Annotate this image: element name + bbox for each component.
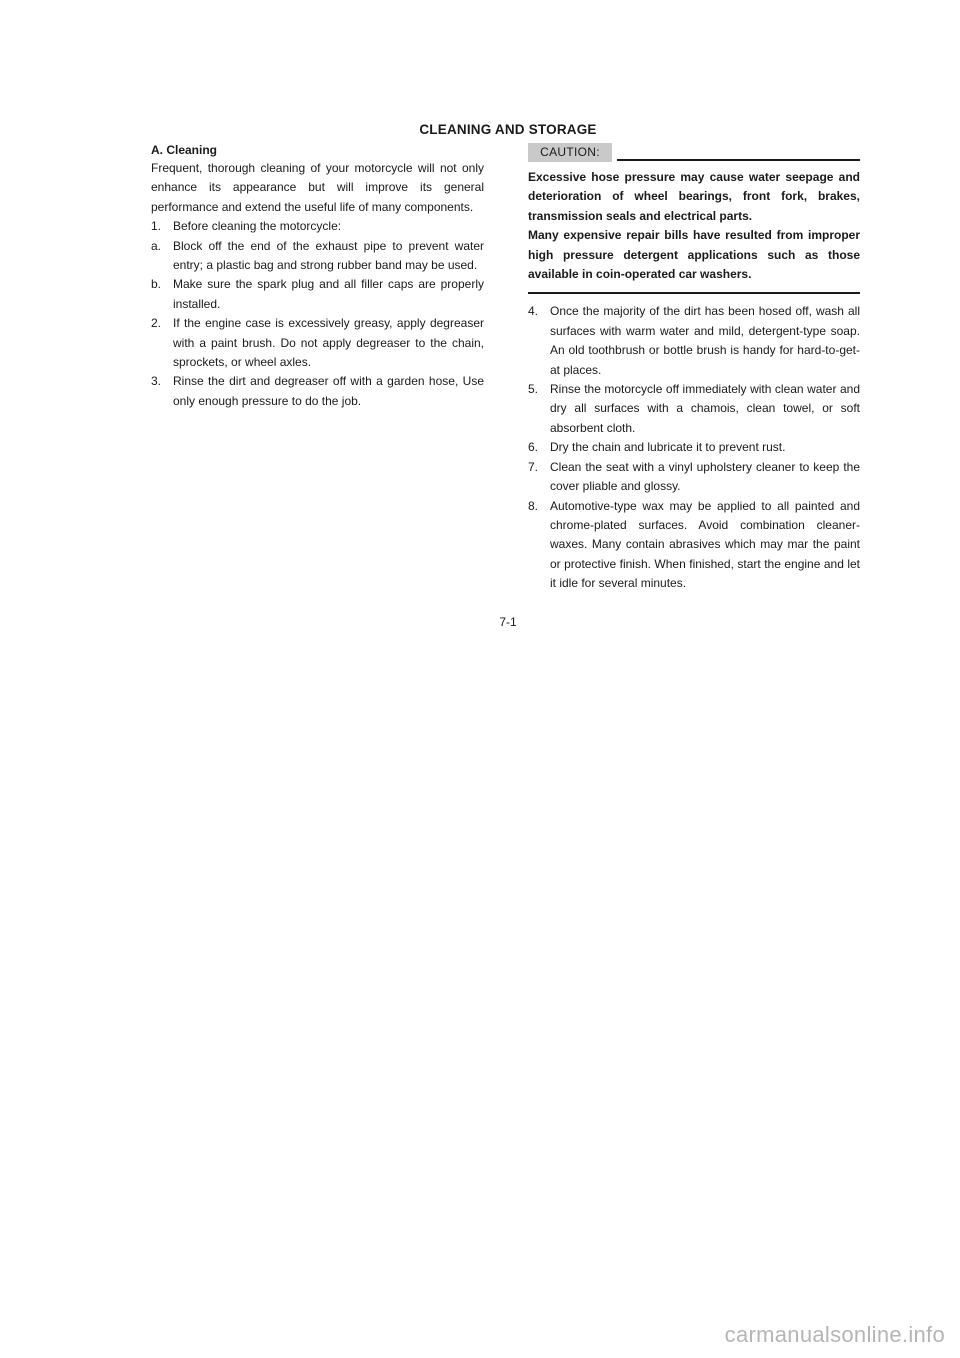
list-item-text: Before cleaning the motorcycle: <box>173 219 342 234</box>
right-column <box>528 141 860 594</box>
caution-divider-top <box>617 159 860 161</box>
list-item <box>528 497 860 594</box>
section-heading: A. Cleaning <box>151 143 218 157</box>
list-item <box>528 458 860 497</box>
list-item-text: If the engine case is excessively greasy, apply degreaser with a paint brush. Do not apply degreaser to the chain, sprockets, or wheel axles. <box>173 316 484 370</box>
caution-text-2: Many expensive repair bills have resulted from improper high pressure detergent applications such as those available in coin-operated car washers. <box>528 228 860 282</box>
list-marker: b. <box>151 277 162 292</box>
list-item-text: Rinse the dirt and degreaser off with a garden hose, Use only enough pressure to do the job. <box>173 374 484 408</box>
list-item-text: Clean the seat with a vinyl upholstery cleaner to keep the cover pliable and glossy. <box>550 459 860 494</box>
list-marker: 7. <box>528 459 539 474</box>
list-item <box>528 380 860 438</box>
left-column <box>151 141 484 411</box>
list-marker: 3. <box>151 374 162 389</box>
list-item-text: Rinse the motorcycle off immediately with clean water and dry all surfaces with a chamois, clean towel, or soft absorbent cloth. <box>550 382 860 435</box>
caution-divider-bottom <box>528 292 860 294</box>
list-item <box>151 237 484 276</box>
caution-label: CAUTION: <box>528 143 612 162</box>
watermark[interactable]: carmanualsonline.info <box>724 1322 945 1347</box>
page-number: 7-1 <box>499 615 517 629</box>
list-marker: 2. <box>151 316 162 331</box>
list-marker: a. <box>151 238 162 253</box>
list-item <box>151 275 484 314</box>
list-item-text: Dry the chain and lubricate it to prevent rust. <box>550 440 786 455</box>
list-marker: 1. <box>151 219 162 234</box>
list-marker: 6. <box>528 440 539 455</box>
caution-text-1: Excessive hose pressure may cause water seepage and deterioration of wheel bearings, front fork, brakes, transmission seals and electrical parts. <box>528 170 860 223</box>
list-item-text: Make sure the spark plug and all filler caps are properly installed. <box>173 277 484 311</box>
caution-header <box>528 141 860 163</box>
list-item-text: Automotive-type wax may be applied to all painted and chrome-plated surfaces. Avoid combination cleaner-waxes. Many contain abrasives which may mar the paint or protective finish. When finished, start the engine and let it idle for several minutes. <box>550 498 860 591</box>
list-item <box>151 314 484 372</box>
list-item <box>528 438 860 457</box>
list-item <box>151 217 484 236</box>
list-item <box>528 302 860 380</box>
list-marker: 4. <box>528 304 539 319</box>
list-item-text: Once the majority of the dirt has been hosed off, wash all surfaces with warm water and mild, detergent-type soap. An old toothbrush or bottle brush is handy for hard-to-get-at places. <box>550 304 860 377</box>
intro-paragraph: Frequent, thorough cleaning of your motorcycle will not only enhance its appearance but will improve its general performance and extend the useful life of many components. <box>151 161 484 214</box>
list-marker: 5. <box>528 382 539 397</box>
list-marker: 8. <box>528 498 539 513</box>
list-item-text: Block off the end of the exhaust pipe to prevent water entry; a plastic bag and strong rubber band may be used. <box>173 238 484 273</box>
list-item <box>151 372 484 411</box>
page-title: CLEANING AND STORAGE <box>419 122 597 137</box>
